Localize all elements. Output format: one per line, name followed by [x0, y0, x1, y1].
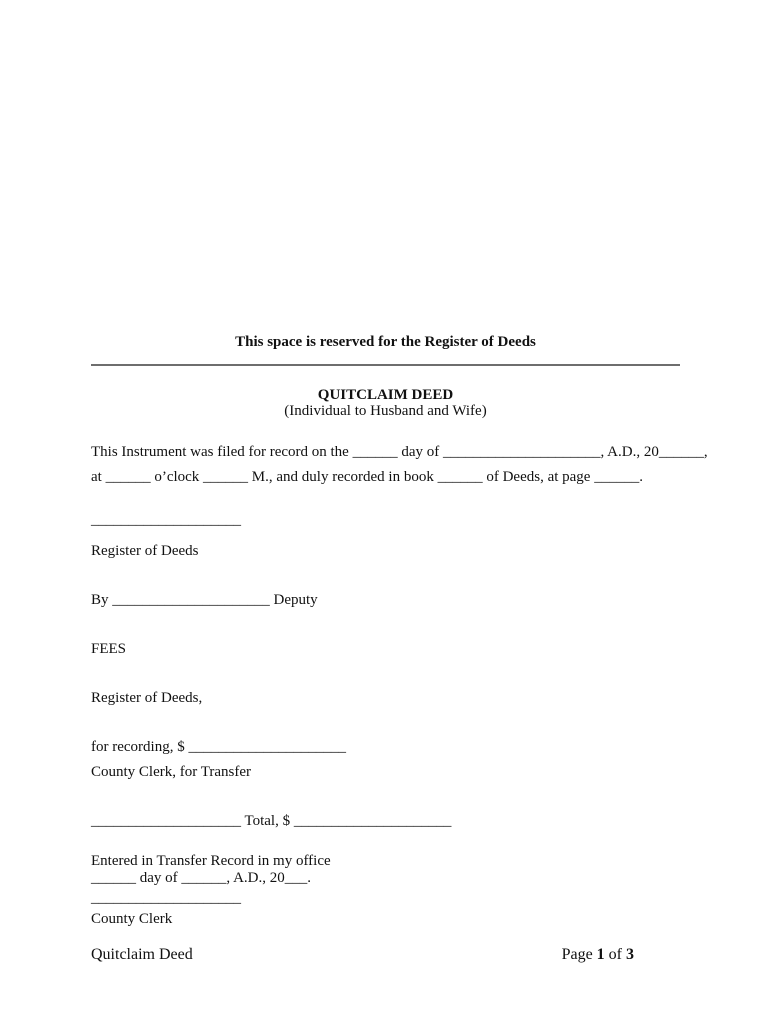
- recording-fee-line: for recording, $ _____________________: [91, 739, 346, 755]
- fees-heading: FEES: [91, 641, 127, 657]
- register-signature-line: ____________________: [91, 512, 241, 528]
- footer-of-label: of: [604, 946, 626, 963]
- register-of-deeds-label: Register of Deeds: [91, 543, 199, 559]
- footer-doc-title: Quitclaim Deed: [91, 946, 193, 963]
- document-title: QUITCLAIM DEED: [317, 387, 454, 403]
- footer-page-total: 3: [626, 946, 634, 963]
- county-clerk-label: County Clerk: [91, 911, 173, 927]
- transfer-record-line2: ______ day of ______, A.D., 20___.: [91, 870, 311, 886]
- footer-page-number: 1: [596, 946, 605, 963]
- horizontal-rule: [91, 364, 680, 366]
- footer-page-indicator: [562, 946, 634, 964]
- fees-register-label: Register of Deeds,: [91, 690, 203, 706]
- reserved-space-notice: This space is reserved for the Register of Deeds: [235, 334, 536, 350]
- county-clerk-transfer-label: County Clerk, for Transfer: [91, 764, 251, 780]
- transfer-record-line1: Entered in Transfer Record in my office: [91, 853, 331, 869]
- total-line: ____________________ Total, $ _____________________: [91, 813, 452, 829]
- filing-statement-line2: at ______ o’clock ______ M., and duly recorded in book ______ of Deeds, at page ______.: [91, 469, 643, 485]
- deputy-signature-line: By _____________________ Deputy: [91, 592, 318, 608]
- filing-statement-line1: This Instrument was filed for record on the ______ day of _____________________, A.D., 20______,: [91, 444, 708, 460]
- document-subtitle: (Individual to Husband and Wife): [284, 403, 487, 419]
- county-clerk-signature-line: ____________________: [91, 890, 241, 906]
- footer-page-label: Page: [561, 946, 597, 963]
